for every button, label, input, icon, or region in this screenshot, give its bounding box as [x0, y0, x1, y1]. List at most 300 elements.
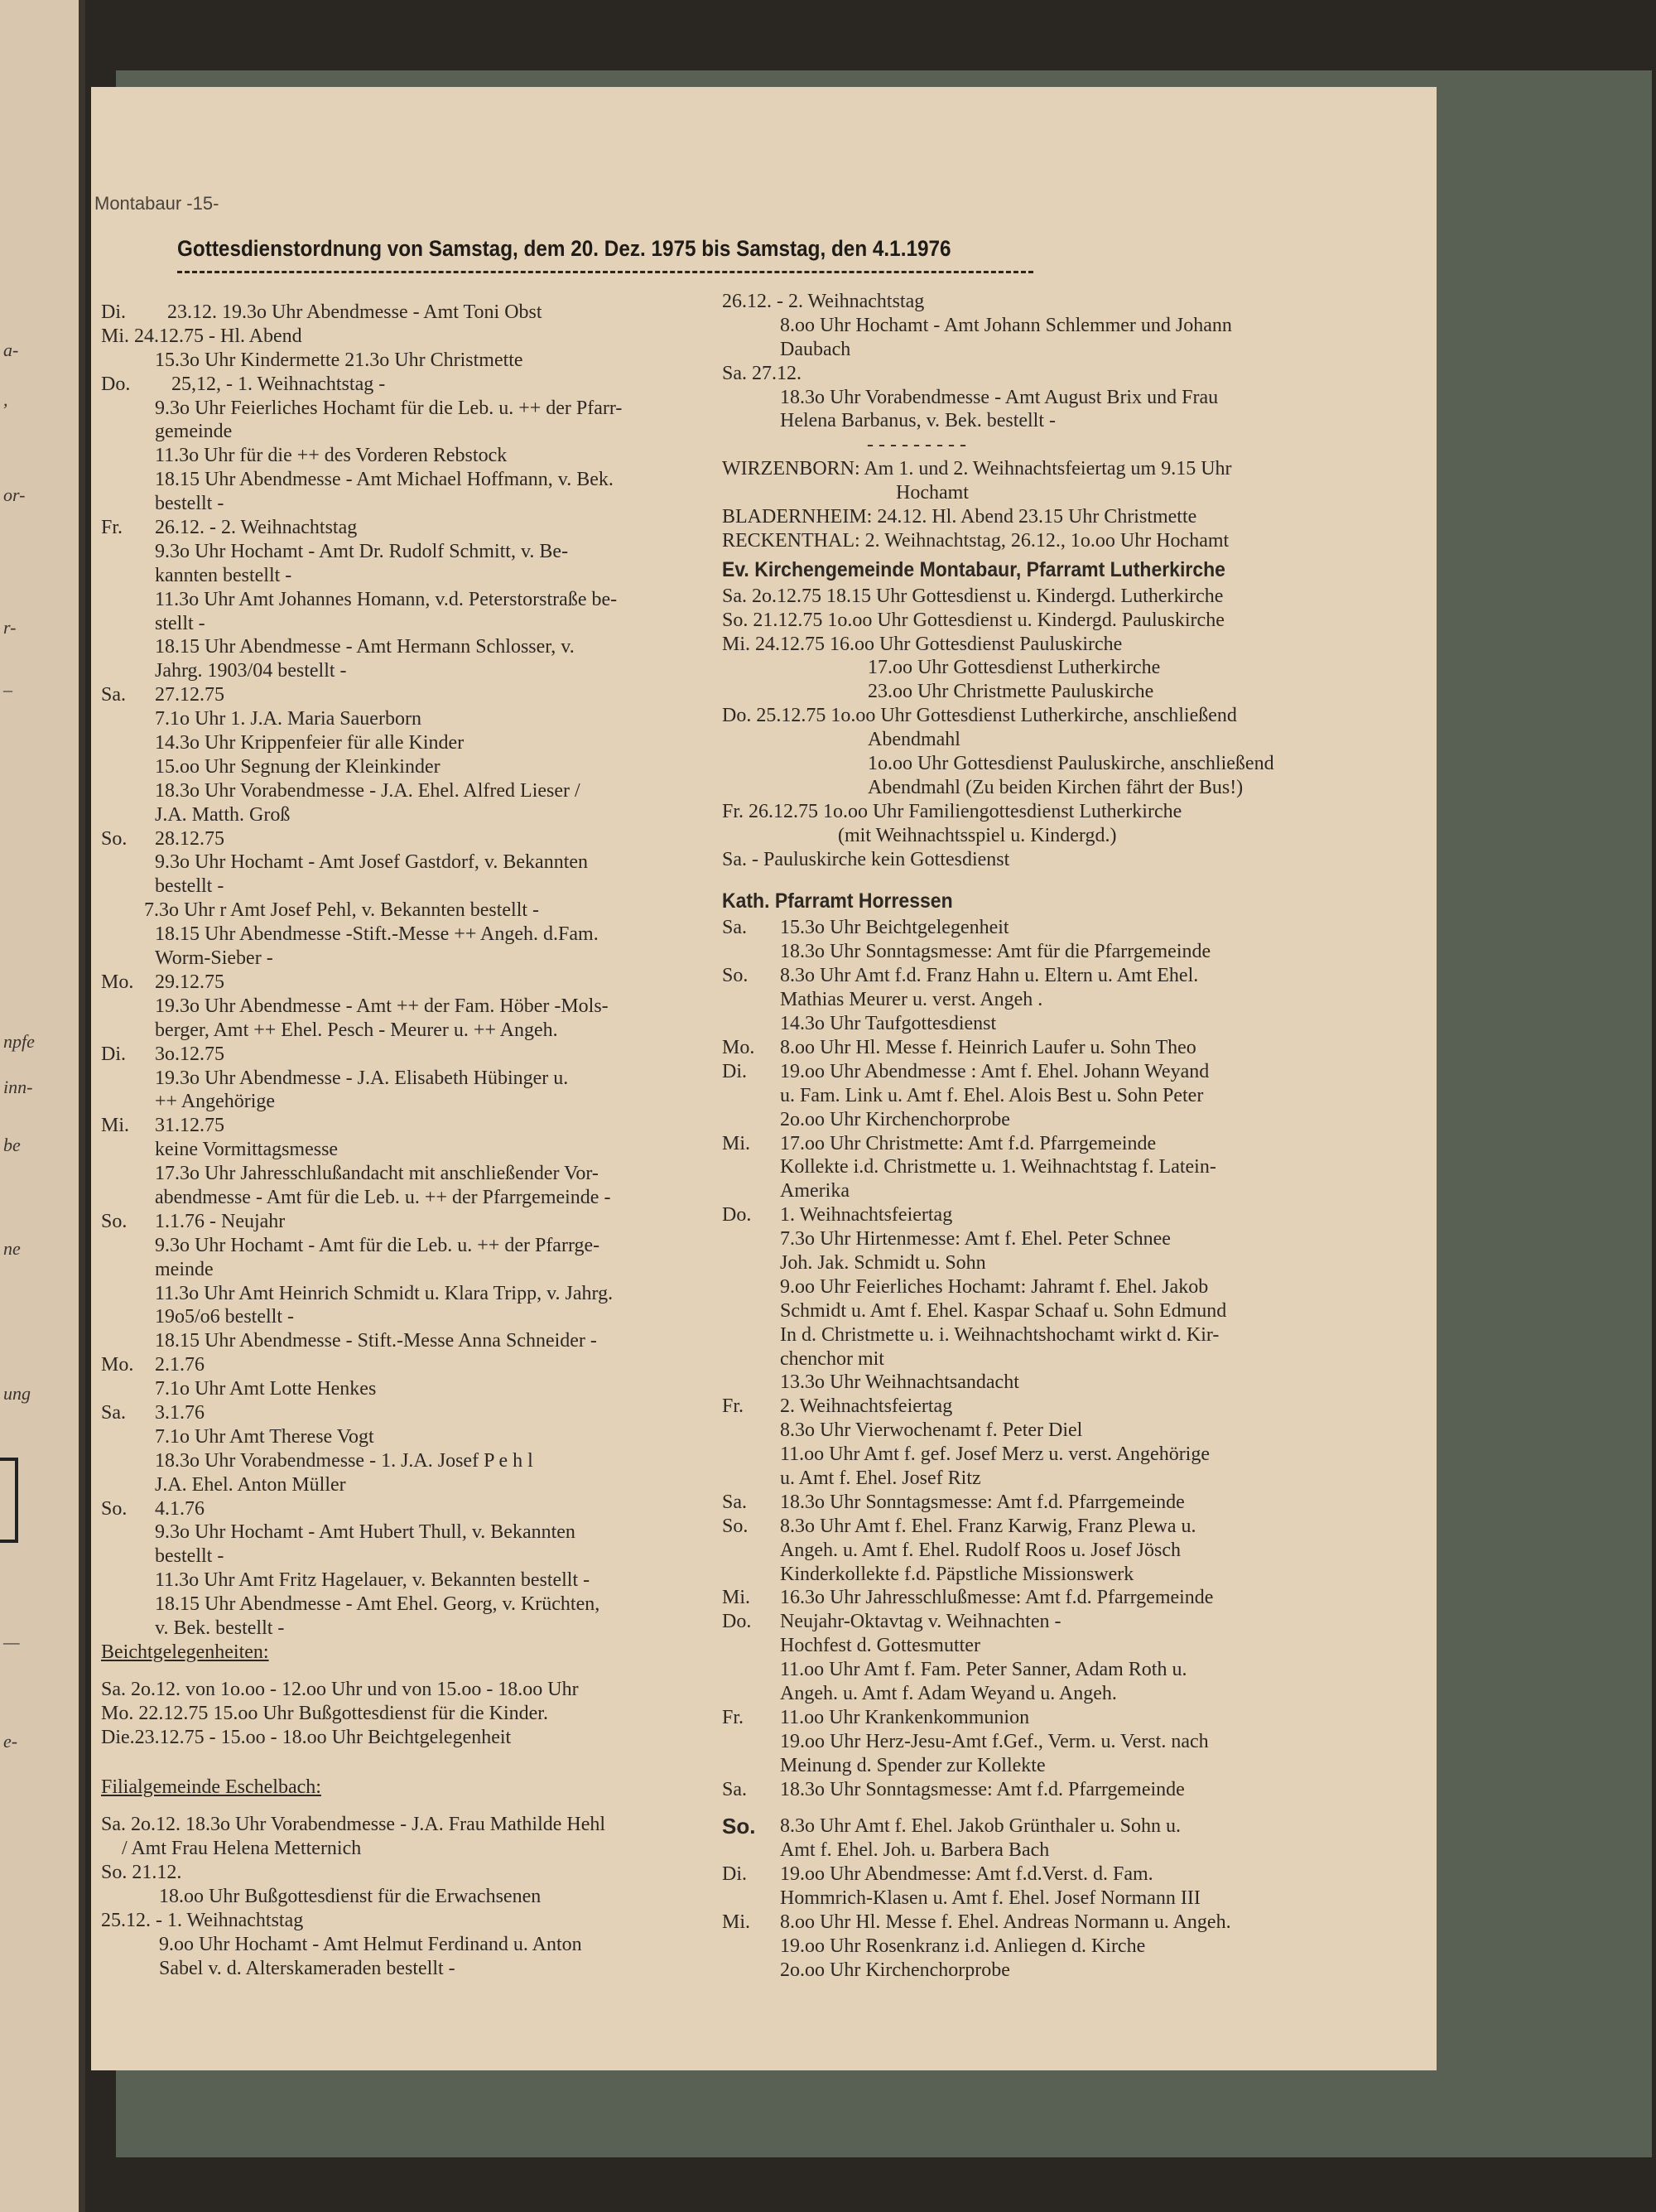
entry-text: ++ Angehörige — [155, 1091, 276, 1113]
entry-text: 14.3o Uhr Taufgottesdienst — [780, 1013, 997, 1035]
entry-text: 18.15 Uhr Abendmesse - Amt Ehel. Georg, v. Krüchten, — [155, 1593, 600, 1616]
entry-text: 7.1o Uhr Amt Lotte Henkes — [155, 1378, 377, 1400]
entry-text: 9.3o Uhr Hochamt - Amt Hubert Thull, v. Bekannten — [155, 1521, 575, 1544]
entry-text: 8.3o Uhr Amt f. Ehel. Franz Karwig, Franz Plewa u. — [780, 1515, 1196, 1537]
schedule-line — [722, 988, 1409, 1012]
entry-text: Daubach — [780, 338, 851, 360]
entry-text: 11.3o Uhr Amt Heinrich Schmidt u. Klara Tripp, v. Jahrg. — [155, 1282, 614, 1304]
entry-text: 19.oo Uhr Abendmesse : Amt f. Ehel. Johann Weyand — [780, 1060, 1210, 1082]
schedule-line — [101, 1593, 747, 1617]
day-label: Do. — [101, 373, 131, 395]
entry-text: 7.3o Uhr r Amt Josef Pehl, v. Bekannten bestellt - — [144, 899, 540, 922]
schedule-line — [722, 585, 1409, 609]
entry-text: 19.oo Uhr Herz-Jesu-Amt f.Gef., Verm. u. Verst. nach — [780, 1730, 1209, 1752]
schedule-line — [722, 1706, 1409, 1730]
schedule-line — [722, 704, 1409, 728]
entry-text: chenchor mit — [780, 1347, 884, 1370]
schedule-line — [722, 386, 1409, 410]
entry-text: gemeinde — [155, 421, 233, 443]
schedule-line — [722, 1419, 1409, 1443]
entry-text: 11.3o Uhr für die ++ des Vorderen Rebstock — [155, 445, 508, 467]
schedule-line — [722, 848, 1409, 872]
schedule-line — [101, 1186, 747, 1210]
schedule-line — [101, 1617, 747, 1641]
entry-text: Amt f. Ehel. Joh. u. Barbera Bach — [780, 1839, 1050, 1862]
entry-text: Amerika — [780, 1180, 850, 1202]
entry-text: 9.3o Uhr Hochamt - Amt Dr. Rudolf Schmitt, v. Be- — [155, 540, 569, 562]
schedule-line — [722, 529, 1409, 553]
schedule-line — [722, 1443, 1409, 1467]
right-column — [722, 290, 1409, 1983]
schedule-line — [722, 1084, 1409, 1108]
entry-text: 19.3o Uhr Abendmesse - Amt ++ der Fam. Höber -Mols- — [155, 995, 609, 1017]
entry-text: bestellt - — [155, 1545, 224, 1568]
schedule-line — [722, 1155, 1409, 1179]
spacer — [101, 1665, 747, 1678]
left-column — [101, 301, 747, 1981]
entry-text: Mathias Meurer u. verst. Angeh . — [780, 989, 1043, 1011]
entry-text: Angeh. u. Amt f. Adam Weyand u. Angeh. — [780, 1682, 1117, 1704]
entry-text: 11.3o Uhr Amt Fritz Hagelauer, v. Bekannten bestellt - — [155, 1569, 590, 1592]
schedule-line — [101, 947, 747, 971]
entry-text: Sa. 2o.12. 18.3o Uhr Vorabendmesse - J.A. Frau Mathilde Hehl — [101, 1814, 606, 1836]
adjacent-page-fragment: be — [3, 1135, 21, 1155]
entry-text: Worm-Sieber - — [155, 947, 273, 970]
entry-text: 18.15 Uhr Abendmesse - Amt Hermann Schlosser, v. — [155, 636, 575, 658]
day-label: Mi. — [101, 1115, 130, 1137]
entry-text: 2o.oo Uhr Kirchenchorprobe — [780, 1108, 1010, 1130]
schedule-line — [101, 1813, 747, 1837]
schedule-line — [722, 1610, 1409, 1634]
day-label: So. — [101, 1210, 128, 1232]
entry-text: 8.oo Uhr Hl. Messe f. Heinrich Laufer u. Sohn Theo — [780, 1036, 1196, 1058]
day-label: Sa. — [722, 1778, 747, 1800]
entry-text: 15.oo Uhr Segnung der Kleinkinder — [155, 755, 440, 778]
entry-text: Sa. - Pauluskirche kein Gottesdienst — [722, 848, 1010, 870]
schedule-line — [722, 1814, 1409, 1839]
day-label: Mi. — [722, 1911, 751, 1933]
entry-text: Filialgemeinde Eschelbach: — [101, 1776, 321, 1799]
day-label: Sa. — [722, 1491, 747, 1513]
schedule-line — [101, 995, 747, 1019]
entry-text: 17.oo Uhr Christmette: Amt f.d. Pfarrgemeinde — [780, 1132, 1157, 1154]
entry-text: kannten bestellt - — [155, 564, 292, 586]
spacer — [101, 1749, 747, 1762]
schedule-line — [101, 1545, 747, 1569]
schedule-line — [722, 314, 1409, 338]
schedule-line — [722, 1323, 1409, 1347]
entry-text: 9.3o Uhr Hochamt - Amt für die Leb. u. ++ der Pfarrge- — [155, 1234, 600, 1256]
title-dashed-rule — [177, 271, 1033, 273]
schedule-line — [101, 971, 747, 995]
schedule-line — [101, 1473, 747, 1497]
schedule-line — [101, 1329, 747, 1353]
entry-text: Kollekte i.d. Christmette u. 1. Weihnachtstag f. Latein- — [780, 1156, 1216, 1178]
spacer — [101, 1800, 747, 1813]
entry-text: In d. Christmette u. i. Weihnachtshochamt wirkt d. Kir- — [780, 1323, 1220, 1346]
schedule-line — [101, 588, 747, 612]
schedule-line — [722, 1839, 1409, 1863]
entry-text: Sa. 2o.12. von 1o.oo - 12.oo Uhr und von 15.oo - 18.oo Uhr — [101, 1678, 579, 1700]
entry-text: Mi. 24.12.75 16.oo Uhr Gottesdienst Pauluskirche — [722, 633, 1123, 655]
schedule-line — [101, 827, 747, 851]
schedule-line — [101, 1090, 747, 1114]
entry-text: 14.3o Uhr Krippenfeier für alle Kinder — [155, 732, 465, 754]
entry-text: stellt - — [155, 612, 205, 634]
entry-text: 23.oo Uhr Christmette Pauluskirche — [868, 681, 1154, 703]
entry-text: berger, Amt ++ Ehel. Pesch - Meurer u. ++ Angeh. — [155, 1019, 558, 1041]
schedule-line — [722, 1935, 1409, 1959]
entry-text: 8.oo Uhr Hl. Messe f. Ehel. Andreas Normann u. Angeh. — [780, 1911, 1231, 1933]
entry-text: Hommrich-Klasen u. Amt f. Ehel. Josef Normann III — [780, 1887, 1201, 1910]
entry-text: keine Vormittagsmesse — [155, 1139, 339, 1161]
entry-text: 7.1o Uhr 1. J.A. Maria Sauerborn — [155, 708, 421, 730]
schedule-line — [101, 492, 747, 516]
entry-text: 26.12. - 2. Weihnachtstag — [155, 517, 358, 539]
schedule-line — [722, 338, 1409, 362]
schedule-line — [722, 1036, 1409, 1060]
entry-text: Mo. 22.12.75 15.oo Uhr Bußgottesdienst für die Kinder. — [101, 1702, 548, 1724]
entry-text: So. 21.12.75 1o.oo Uhr Gottesdienst u. Kindergd. Pauluskirche — [722, 609, 1225, 631]
schedule-line — [101, 1569, 747, 1593]
day-label: So. — [101, 1497, 128, 1520]
adjacent-page-fragment: e- — [3, 1731, 18, 1752]
schedule-line — [101, 707, 747, 731]
schedule-line — [722, 290, 1409, 314]
entry-text: 1.1.76 - Neujahr — [155, 1210, 286, 1232]
entry-text: Sabel v. d. Alterskameraden bestellt - — [159, 1957, 455, 1979]
day-label: Mo. — [101, 1354, 134, 1376]
entry-text: 11.3o Uhr Amt Johannes Homann, v.d. Peterstorstraße be- — [155, 588, 618, 610]
adjacent-page-fragment: or- — [3, 484, 26, 505]
entry-text: Meinung d. Spender zur Kollekte — [780, 1754, 1046, 1776]
schedule-line — [101, 373, 747, 397]
entry-text: So. 21.12. — [101, 1862, 182, 1884]
schedule-line — [101, 1776, 747, 1800]
entry-text: Jahrg. 1903/04 bestellt - — [155, 660, 347, 682]
schedule-line — [722, 481, 1409, 505]
schedule-line — [722, 1515, 1409, 1539]
schedule-line — [101, 1957, 747, 1981]
schedule-line — [101, 1641, 747, 1665]
entry-text: 19.oo Uhr Rosenkranz i.d. Anliegen d. Kirche — [780, 1935, 1146, 1957]
page-stamp: Montabaur -15- — [94, 193, 219, 214]
spacer — [722, 871, 1409, 884]
schedule-line — [722, 752, 1409, 776]
day-label: Sa. — [101, 1401, 126, 1424]
schedule-line — [101, 1019, 747, 1043]
entry-text: 18.3o Uhr Sonntagsmesse: Amt f.d. Pfarrgemeinde — [780, 1778, 1185, 1800]
entry-text: Abendmahl (Zu beiden Kirchen fährt der Bus!) — [868, 776, 1244, 798]
day-label: So. — [722, 965, 749, 987]
entry-text: 2.1.76 — [155, 1354, 205, 1376]
schedule-line — [101, 325, 747, 349]
entry-text: Sa. 27.12. — [722, 362, 802, 384]
schedule-line — [722, 1563, 1409, 1587]
entry-text: 7.3o Uhr Hirtenmesse: Amt f. Ehel. Peter Schnee — [780, 1228, 1171, 1251]
schedule-line — [722, 964, 1409, 988]
entry-text: (mit Weihnachtsspiel u. Kindergd.) — [838, 824, 1117, 846]
schedule-line — [722, 362, 1409, 386]
schedule-line — [722, 656, 1409, 680]
entry-text: Beichtgelegenheiten: — [101, 1641, 269, 1663]
adjacent-page-fragment: a- — [3, 340, 19, 360]
day-label: Sa. — [722, 917, 747, 939]
entry-text: 19.oo Uhr Abendmesse: Amt f.d.Verst. d. Fam. — [780, 1863, 1153, 1886]
schedule-line — [101, 851, 747, 875]
entry-text: Neujahr-Oktavtag v. Weihnachten - — [780, 1611, 1061, 1633]
entry-text: 28.12.75 — [155, 827, 224, 850]
entry-text: Fr. 26.12.75 1o.oo Uhr Familiengottesdienst Lutherkirche — [722, 800, 1182, 822]
entry-text: 16.3o Uhr Jahresschlußmesse: Amt f.d. Pfarrgemeinde — [780, 1587, 1214, 1609]
entry-text: 2. Weihnachtsfeiertag — [780, 1395, 953, 1418]
schedule-line — [722, 457, 1409, 481]
schedule-line — [722, 1227, 1409, 1251]
day-label: Di. — [101, 301, 126, 323]
schedule-line — [722, 1132, 1409, 1156]
schedule-line — [722, 776, 1409, 800]
day-label: Di. — [722, 1863, 747, 1886]
schedule-line — [722, 1863, 1409, 1887]
adjacent-page-fragment: npfe — [3, 1031, 35, 1052]
schedule-line — [101, 444, 747, 468]
schedule-line — [101, 540, 747, 564]
entry-text: 8.3o Uhr Amt f. Ehel. Jakob Grünthaler u. Sohn u. — [780, 1815, 1181, 1838]
schedule-line — [722, 1959, 1409, 1983]
schedule-line — [101, 635, 747, 659]
day-label: Mi. 24.12.75 - Hl. Abend — [101, 325, 302, 347]
entry-text: u. Fam. Link u. Amt f. Ehel. Alois Best u. Sohn Peter — [780, 1084, 1204, 1106]
entry-text: Abendmahl — [868, 729, 960, 751]
schedule-line — [722, 505, 1409, 529]
entry-text: BLADERNHEIM: 24.12. Hl. Abend 23.15 Uhr Christmette — [722, 506, 1197, 528]
adjacent-page-fragment: ne — [3, 1238, 21, 1259]
schedule-line — [101, 420, 747, 444]
entry-text: 18.3o Uhr Sonntagsmesse: Amt f.d. Pfarrgemeinde — [780, 1491, 1185, 1513]
schedule-line — [722, 609, 1409, 633]
schedule-line — [101, 1353, 747, 1377]
entry-text: 18.3o Uhr Vorabendmesse - 1. J.A. Josef P e h l — [155, 1449, 533, 1472]
section-heading-text: Ev. Kirchengemeinde Montabaur, Pfarramt Lutherkirche — [722, 557, 1225, 581]
adjacent-page-fragment: inn- — [3, 1077, 33, 1097]
entry-text: Hochfest d. Gottesmutter — [780, 1635, 980, 1657]
entry-text: 18.15 Uhr Abendmesse -Stift.-Messe ++ Angeh. d.Fam. — [155, 923, 599, 946]
entry-text: 18.15 Uhr Abendmesse - Amt Michael Hoffmann, v. Bek. — [155, 469, 614, 491]
entry-text: 18.3o Uhr Sonntagsmesse: Amt für die Pfarrgemeinde — [780, 941, 1211, 963]
schedule-line — [722, 1299, 1409, 1323]
schedule-line — [722, 409, 1409, 433]
day-label: Fr. — [101, 517, 123, 539]
schedule-line — [101, 612, 747, 636]
schedule-line — [101, 1114, 747, 1138]
entry-text: 26.12. - 2. Weihnachtstag — [722, 291, 925, 312]
schedule-line — [722, 1012, 1409, 1036]
entry-text: Do. 25.12.75 1o.oo Uhr Gottesdienst Lutherkirche, anschließend — [722, 705, 1237, 727]
entry-text: 2o.oo Uhr Kirchenchorprobe — [780, 1959, 1010, 1981]
entry-text: Die.23.12.75 - 15.oo - 18.oo Uhr Beichtgelegenheit — [101, 1726, 512, 1748]
schedule-line — [722, 1108, 1409, 1132]
schedule-line — [101, 1933, 747, 1957]
entry-text: Kinderkollekte f.d. Päpstliche Missionswerk — [780, 1563, 1134, 1585]
adjacent-page-fragment: — — [3, 1631, 20, 1652]
spacer — [722, 1801, 1409, 1814]
schedule-line — [101, 1043, 747, 1067]
entry-text: bestellt - — [155, 493, 224, 515]
section-heading-text: Kath. Pfarramt Horressen — [722, 889, 953, 913]
entry-text: 11.oo Uhr Amt f. gef. Josef Merz u. verst. Angehörige — [780, 1443, 1210, 1466]
day-label: Mo. — [722, 1036, 755, 1058]
schedule-line — [101, 755, 747, 779]
entry-text: 8.3o Uhr Amt f.d. Franz Hahn u. Eltern u. Amt Ehel. — [780, 965, 1199, 987]
adjacent-page-fragment: ung — [3, 1383, 31, 1404]
day-label: Sa. — [101, 684, 126, 706]
entry-text: 9.oo Uhr Hochamt - Amt Helmut Ferdinand u. Anton — [159, 1933, 582, 1955]
schedule-line — [722, 1347, 1409, 1371]
entry-text: / Amt Frau Helena Metternich — [122, 1838, 362, 1860]
schedule-line — [722, 433, 1409, 457]
day-label: So. — [101, 827, 128, 850]
schedule-line — [722, 1539, 1409, 1563]
entry-text: 15.3o Uhr Beichtgelegenheit — [780, 917, 1009, 939]
entry-text: 11.oo Uhr Amt f. Fam. Peter Sanner, Adam Roth u. — [780, 1659, 1187, 1681]
schedule-line — [722, 1634, 1409, 1658]
entry-text: 1. Weihnachtsfeiertag — [780, 1204, 953, 1226]
page-title: Gottesdienstordnung von Samstag, dem 20. Dez. 1975 bis Samstag, den 4.1.1976 — [177, 236, 951, 261]
entry-text: Sa. 2o.12.75 18.15 Uhr Gottesdienst u. Kindergd. Lutherkirche — [722, 585, 1224, 607]
schedule-line — [722, 800, 1409, 824]
day-label: So. — [722, 1814, 756, 1839]
schedule-line — [101, 1861, 747, 1885]
entry-text: 19o5/o6 bestellt - — [155, 1306, 294, 1328]
adjacent-page-fragment: – — [3, 679, 12, 700]
schedule-line — [101, 923, 747, 947]
entry-text: v. Bek. bestellt - — [155, 1617, 285, 1639]
schedule-line — [101, 1138, 747, 1162]
schedule-line — [101, 1425, 747, 1449]
section-heading — [722, 553, 1409, 585]
entry-text: WIRZENBORN: Am 1. und 2. Weihnachtsfeiertag um 9.15 Uhr — [722, 458, 1232, 480]
entry-text: Joh. Jak. Schmidt u. Sohn — [780, 1251, 986, 1274]
schedule-line — [722, 1911, 1409, 1935]
document-page — [91, 87, 1437, 2070]
entry-text: 1o.oo Uhr Gottesdienst Pauluskirche, anschließend — [868, 753, 1274, 775]
schedule-line — [101, 1234, 747, 1258]
day-label: So. — [722, 1515, 749, 1537]
schedule-line — [101, 1282, 747, 1306]
entry-text: 18.15 Uhr Abendmesse - Stift.-Messe Anna Schneider - — [155, 1330, 597, 1352]
schedule-line — [101, 1401, 747, 1425]
adjacent-page-fragment: , — [3, 389, 8, 410]
entry-text: - - - - - - - - - — [867, 434, 966, 456]
schedule-line — [101, 468, 747, 492]
spacer — [101, 1762, 747, 1776]
schedule-line — [722, 1371, 1409, 1395]
entry-text: Angeh. u. Amt f. Ehel. Rudolf Roos u. Josef Jösch — [780, 1539, 1181, 1561]
entry-text: 31.12.75 — [155, 1115, 224, 1137]
day-label: Fr. — [722, 1706, 744, 1728]
schedule-line — [722, 633, 1409, 657]
schedule-line — [722, 916, 1409, 940]
entry-text: RECKENTHAL: 2. Weihnachtstag, 26.12., 1o.oo Uhr Hochamt — [722, 529, 1230, 552]
entry-text: J.A. Matth. Groß — [155, 803, 291, 826]
schedule-line — [722, 1778, 1409, 1802]
schedule-line — [101, 1702, 747, 1726]
entry-text: 4.1.76 — [155, 1497, 205, 1520]
day-label: Mo. — [101, 971, 134, 993]
schedule-line — [101, 1726, 747, 1750]
entry-text: 17.3o Uhr Jahresschlußandacht mit anschließender Vor- — [155, 1163, 599, 1185]
schedule-line — [101, 899, 747, 923]
entry-text: Schmidt u. Amt f. Ehel. Kaspar Schaaf u. Sohn Edmund — [780, 1299, 1227, 1322]
schedule-line — [722, 1887, 1409, 1911]
schedule-line — [101, 803, 747, 827]
schedule-line — [101, 1305, 747, 1329]
schedule-line — [101, 1497, 747, 1521]
schedule-line — [101, 1885, 747, 1909]
schedule-line — [101, 301, 747, 325]
entry-text: 9.oo Uhr Feierliches Hochamt: Jahramt f. Ehel. Jakob — [780, 1275, 1209, 1298]
schedule-line — [101, 516, 747, 540]
schedule-line — [722, 680, 1409, 704]
entry-text: 13.3o Uhr Weihnachtsandacht — [780, 1371, 1019, 1394]
schedule-line — [101, 564, 747, 588]
schedule-line — [722, 1586, 1409, 1610]
schedule-line — [101, 683, 747, 707]
entry-text: 9.3o Uhr Hochamt - Amt Josef Gastdorf, v. Bekannten — [155, 851, 589, 874]
entry-text: 29.12.75 — [155, 971, 224, 993]
schedule-line — [722, 1491, 1409, 1515]
entry-text: 9.3o Uhr Feierliches Hochamt für die Leb. u. ++ der Pfarr- — [155, 397, 623, 419]
entry-text: 27.12.75 — [155, 684, 224, 706]
entry-text: 19.3o Uhr Abendmesse - J.A. Elisabeth Hübinger u. — [155, 1067, 569, 1089]
entry-text: 18.oo Uhr Bußgottesdienst für die Erwachsenen — [159, 1886, 542, 1907]
entry-text: 7.1o Uhr Amt Therese Vogt — [155, 1425, 374, 1448]
day-label: Do. — [722, 1611, 752, 1633]
entry-text: 25.12. - 1. Weihnachtstag — [101, 1909, 304, 1931]
entry-text: 17.oo Uhr Gottesdienst Lutherkirche — [868, 657, 1161, 679]
schedule-line — [722, 824, 1409, 848]
schedule-line — [722, 1275, 1409, 1299]
entry-text: abendmesse - Amt für die Leb. u. ++ der Pfarrgemeinde - — [155, 1186, 611, 1208]
schedule-line — [101, 1449, 747, 1473]
adjacent-page-edge — [0, 0, 85, 2212]
entry-text: 8.3o Uhr Vierwochenamt f. Peter Diel — [780, 1419, 1083, 1442]
schedule-line — [722, 1251, 1409, 1275]
adjacent-page-box — [0, 1458, 18, 1543]
day-label: Fr. — [722, 1395, 744, 1418]
schedule-line — [722, 1658, 1409, 1682]
schedule-line — [101, 1678, 747, 1702]
entry-text: 3.1.76 — [155, 1401, 205, 1424]
schedule-line — [101, 731, 747, 755]
schedule-line — [101, 1210, 747, 1234]
day-label: Mi. — [722, 1132, 751, 1154]
schedule-line — [101, 1067, 747, 1091]
entry-text: 15.3o Uhr Kindermette 21.3o Uhr Christmette — [155, 349, 523, 371]
entry-text: bestellt - — [155, 875, 224, 898]
schedule-line — [101, 1520, 747, 1545]
schedule-line — [722, 1203, 1409, 1227]
schedule-line — [722, 1682, 1409, 1706]
schedule-line — [101, 349, 747, 373]
schedule-line — [101, 659, 747, 683]
day-label: Mi. — [722, 1587, 751, 1609]
day-label: Di. — [722, 1060, 747, 1082]
schedule-line — [101, 397, 747, 421]
schedule-line — [722, 1395, 1409, 1419]
entry-text: J.A. Ehel. Anton Müller — [155, 1473, 346, 1496]
schedule-line — [101, 1258, 747, 1282]
